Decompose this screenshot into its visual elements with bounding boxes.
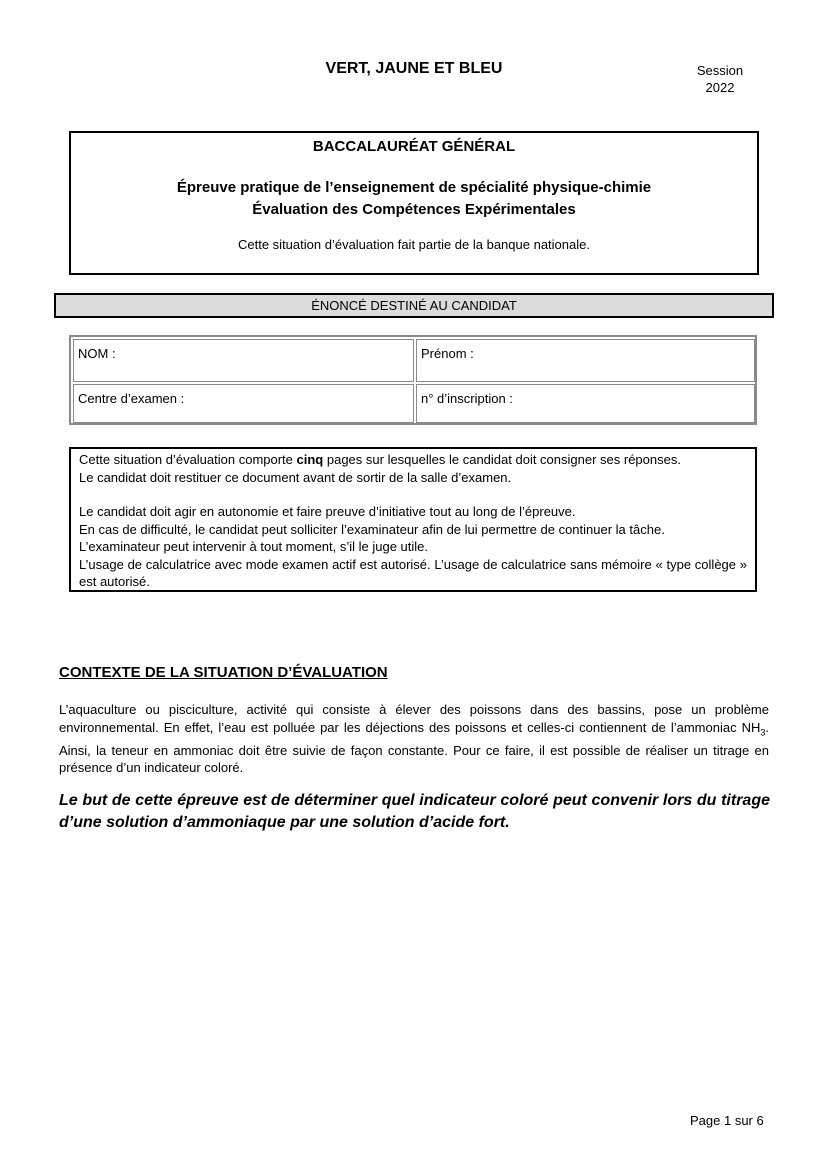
inscription-label: n° d’inscription : [421,391,513,406]
session-label: Session [696,63,744,78]
context-heading: CONTEXTE DE LA SITUATION D’ÉVALUATION [59,664,388,681]
nom-label: NOM : [78,346,116,361]
candidate-id-table [69,335,757,425]
epreuve-title-line1: Épreuve pratique de l’enseignement de spécialité physique-chimie [176,179,652,196]
document-title: VERT, JAUNE ET BLEU [325,60,503,77]
context-paragraph: L’aquaculture ou pisciculture, activité qui consiste à élever des poissons dans des bassins, pose un problème environnemental. En effet, l’eau est polluée par les déjections des poissons et celles-ci contiennent de l’ammoniac $NH_3$. Ainsi, la teneur en ammoniac doit être suivie de façon constante. Pour ce faire, il est possible de réaliser un titrage en présence d’un indicateur coloré. [59,702,769,776]
enonce-candidat-bar: ÉNONCÉ DESTINÉ AU CANDIDAT [54,293,774,318]
rules-line-4: En cas de difficulté, le candidat peut solliciter l’examinateur afin de lui permettre de continuer la tâche. [79,521,665,537]
page-number: Page 1 sur 6 [690,1113,764,1128]
rules-line-2: Le candidat doit restituer ce document avant de sortir de la salle d’examen. [79,469,512,485]
centre-examen-field[interactable] [73,384,414,423]
nom-field[interactable] [73,339,414,382]
exam-header-box [69,131,759,275]
rules-line-3: Le candidat doit agir en autonomie et faire preuve d’initiative tout au long de l’épreuve. [79,504,576,519]
banque-note: Cette situation d’évaluation fait partie de la banque nationale. [238,237,590,252]
inscription-field[interactable] [416,384,755,423]
rules-line-6: L’usage de calculatrice avec mode examen actif est autorisé. L’usage de calculatrice sans mémoire « type collège » est autorisé. [79,556,747,589]
bac-title: BACCALAURÉAT GÉNÉRAL [312,138,516,155]
rules-box [69,447,757,592]
session-info [680,62,760,96]
centre-examen-label: Centre d’examen : [78,391,185,406]
pages-count: cinq [296,452,324,467]
goal-statement: Le but de cette épreuve est de déterminer quel indicateur coloré peut convenir lors du titrage d’une solution d’ammoniaque par une solution d’acide fort. [59,792,770,831]
prenom-label: Prénom : [421,346,474,361]
rules-line-1: Cette situation d’évaluation comporte cinq pages sur lesquelles le candidat doit consigner ses réponses. [79,452,681,467]
nh3-subscript: 3 [760,727,766,738]
prenom-field[interactable] [416,339,755,382]
rules-line-5: L’examinateur peut intervenir à tout moment, s’il le juge utile. [79,539,429,554]
epreuve-title-line2: Évaluation des Compétences Expérimentales [252,201,576,218]
session-year: 2022 [705,80,735,95]
